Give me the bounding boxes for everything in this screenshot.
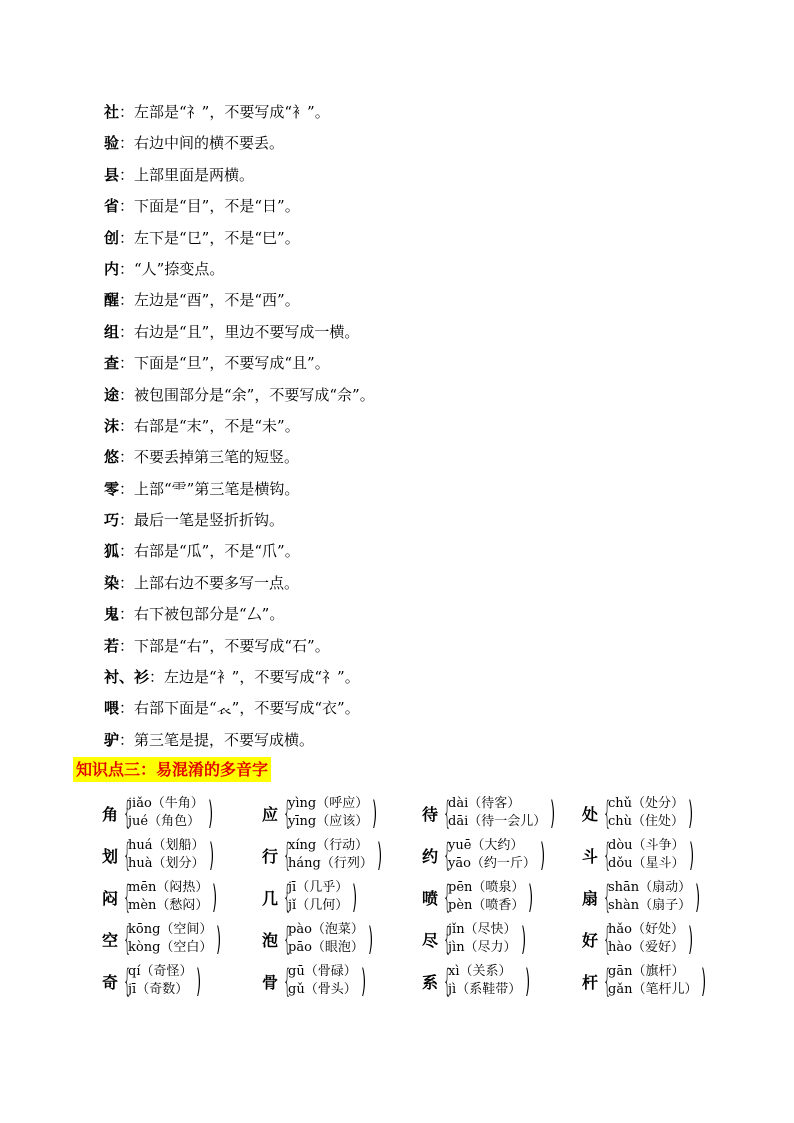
pronunciations [128, 879, 208, 915]
left-brace-icon: { [603, 920, 612, 958]
pronunciation-2: yīng（应该） [288, 814, 369, 829]
polyphone-char: 处 [582, 804, 599, 824]
rule-char: 省 [104, 197, 120, 216]
rule-item [104, 631, 744, 662]
pronunciation-1: jī（几乎） [288, 880, 349, 895]
pronunciation-1: jǐn（尽快） [448, 922, 517, 937]
left-brace-icon: { [443, 878, 452, 916]
right-paren-icon: ) [352, 878, 358, 916]
right-paren-icon: ) [701, 962, 707, 1000]
right-paren-icon: ) [208, 836, 214, 874]
polyphone-entry [422, 834, 582, 876]
pronunciation-1: dài（待客） [448, 796, 521, 811]
polyphone-entry [422, 960, 582, 1002]
polyphone-entry [262, 960, 422, 1002]
pronunciation-1: qí（奇怪） [128, 964, 193, 979]
polyphone-char: 好 [582, 930, 599, 950]
pronunciation-1: pào（泡菜） [288, 922, 364, 937]
pronunciation-1: mēn（闷热） [128, 880, 209, 895]
rule-char: 途 [104, 385, 120, 404]
rule-item [104, 254, 744, 285]
rule-item [104, 348, 744, 379]
rule-char: 内 [104, 259, 120, 278]
right-paren-icon: ) [368, 920, 373, 958]
pronunciation-2: shàn（扇子） [608, 898, 692, 913]
pronunciations [448, 879, 524, 915]
rule-item [104, 725, 744, 756]
polyphone-grid [102, 792, 742, 1002]
pronunciations [288, 921, 364, 957]
pronunciations [448, 921, 517, 957]
right-paren-icon: ) [376, 836, 382, 874]
left-brace-icon: { [443, 794, 452, 832]
left-brace-icon: { [123, 878, 132, 916]
right-paren-icon: ) [207, 794, 213, 832]
pronunciation-2: jìn（尽力） [448, 940, 517, 955]
pronunciation-1: xíng（行动） [288, 838, 369, 853]
polyphone-entry [102, 792, 262, 834]
left-brace-icon: { [283, 962, 292, 1000]
rule-char: 悠 [104, 448, 120, 467]
polyphone-entry [102, 834, 262, 876]
rule-item [104, 317, 744, 348]
rule-char: 组 [104, 322, 120, 341]
rule-item [104, 693, 744, 724]
rule-item [104, 380, 744, 411]
pronunciation-1: chǔ（处分） [608, 796, 685, 811]
pronunciations [128, 921, 212, 957]
rule-item [104, 536, 744, 567]
pronunciation-1: jiǎo（牛角） [128, 796, 204, 811]
rule-char: 验 [104, 134, 120, 153]
polyphone-entry [422, 918, 582, 960]
rule-text: ：左边是“酉”，不是“西”。 [119, 291, 300, 310]
right-paren-icon: ) [695, 878, 701, 916]
right-paren-icon: ) [550, 794, 556, 832]
pronunciation-2: gǎn（笔杆儿） [608, 982, 698, 997]
rule-item [104, 568, 744, 599]
pronunciation-2: jué（角色） [128, 814, 201, 829]
pronunciations [128, 837, 205, 873]
pronunciation-2: hào（爱好） [608, 940, 684, 955]
right-paren-icon: ) [212, 878, 218, 916]
left-brace-icon: { [603, 962, 612, 1000]
left-brace-icon: { [443, 962, 452, 1000]
polyphone-entry [582, 876, 742, 918]
rule-text: ：被包围部分是“余”，不要写成“佘”。 [119, 385, 375, 404]
right-paren-icon: ) [688, 836, 694, 874]
right-paren-icon: ) [540, 836, 546, 874]
rule-text: ：下面是“旦”，不要写成“且”。 [119, 354, 330, 373]
pronunciations [128, 963, 192, 999]
rule-text: ：上部右边不要多写一点。 [119, 573, 300, 592]
pronunciation-2: háng（行列） [288, 856, 373, 871]
rule-item [104, 505, 744, 536]
rule-text: ：右下被包部分是“厶”。 [119, 605, 285, 624]
polyphone-entry [582, 792, 742, 834]
rule-text: ：右边是“且”，里边不要写成一横。 [119, 322, 360, 341]
rule-char: 巧 [104, 511, 120, 530]
polyphone-entry [582, 834, 742, 876]
rule-char: 若 [104, 636, 120, 655]
left-brace-icon: { [283, 836, 292, 874]
pronunciations [448, 837, 536, 873]
pronunciations [288, 879, 348, 915]
pronunciation-1: huá（划船） [128, 838, 205, 853]
rule-char: 衬、衫 [104, 668, 150, 687]
left-brace-icon: { [123, 836, 132, 874]
polyphone-char: 角 [102, 804, 119, 824]
rule-item [104, 285, 744, 316]
polyphone-char: 尽 [422, 930, 439, 950]
pronunciations [288, 837, 373, 873]
left-brace-icon: { [443, 920, 452, 958]
polyphone-char: 应 [262, 804, 279, 824]
section-title: 知识点三：易混淆的多音字 [73, 757, 271, 782]
pronunciation-2: pāo（眼泡） [288, 940, 364, 955]
rule-char: 社 [104, 103, 120, 121]
rule-text: ：第三笔是提，不要写成横。 [119, 730, 315, 749]
polyphone-entry [582, 918, 742, 960]
polyphone-char: 奇 [102, 972, 119, 992]
pronunciation-1: yuē（大约） [448, 838, 524, 853]
pronunciation-1: gū（骨碌） [288, 964, 357, 979]
left-brace-icon: { [123, 794, 132, 832]
right-paren-icon: ) [528, 878, 534, 916]
polyphone-char: 几 [262, 888, 279, 908]
left-brace-icon: { [603, 836, 612, 874]
pronunciation-2: mèn（愁闷） [128, 898, 209, 913]
pronunciation-2: chù（住处） [608, 814, 685, 829]
pronunciation-1: gān（旗杆） [608, 964, 685, 979]
right-paren-icon: ) [360, 962, 366, 1000]
rule-char: 鬼 [104, 605, 120, 624]
polyphone-entry [262, 834, 422, 876]
rule-text: ：左部是“礻”，不要写成“衤”。 [119, 103, 330, 121]
pronunciations [288, 795, 368, 831]
right-paren-icon: ) [520, 920, 526, 958]
polyphone-entry [262, 792, 422, 834]
polyphone-char: 斗 [582, 846, 599, 866]
polyphone-entry [262, 918, 422, 960]
rule-item [104, 442, 744, 473]
rule-text: ：下面是“目”，不是“日”。 [119, 197, 300, 216]
pronunciation-1: hǎo（好处） [608, 922, 684, 937]
rule-item [104, 474, 744, 505]
rule-text: ：“人”捺变点。 [119, 259, 225, 278]
left-brace-icon: { [283, 920, 292, 958]
pronunciations [608, 879, 691, 915]
left-brace-icon: { [443, 836, 452, 874]
polyphone-entry [422, 792, 582, 834]
rule-text: ：右部下面是“𧘇”，不要写成“衣”。 [119, 699, 360, 718]
polyphone-char: 空 [102, 930, 119, 950]
rule-text: ：上部“⻗”第三笔是横钩。 [119, 479, 300, 498]
pronunciation-2: dǒu（星斗） [608, 856, 685, 871]
rule-item [104, 599, 744, 630]
polyphone-entry [262, 876, 422, 918]
pronunciations [608, 921, 684, 957]
pronunciation-1: yìng（呼应） [288, 796, 369, 811]
rule-item [104, 191, 744, 222]
rule-item [104, 160, 744, 191]
pronunciations [608, 795, 684, 831]
polyphone-char: 杆 [582, 972, 599, 992]
pronunciations [608, 837, 685, 873]
left-brace-icon: { [603, 878, 612, 916]
polyphone-row [102, 876, 742, 918]
left-brace-icon: { [283, 794, 292, 832]
polyphone-char: 泡 [262, 930, 279, 950]
polyphone-char: 闷 [102, 888, 119, 908]
rule-text: ：不要丢掉第三笔的短竖。 [119, 448, 300, 467]
polyphone-char: 约 [422, 846, 439, 866]
pronunciation-1: shān（扇动） [608, 880, 692, 895]
pronunciations [448, 963, 521, 999]
pronunciation-2: kòng（空白） [128, 940, 213, 955]
pronunciation-2: yāo（约一斤） [448, 856, 536, 871]
left-brace-icon: { [123, 962, 132, 1000]
right-paren-icon: ) [216, 920, 222, 958]
polyphone-entry [582, 960, 742, 1002]
pronunciation-2: pèn（喷香） [448, 898, 525, 913]
rule-char: 创 [104, 228, 120, 247]
polyphone-char: 行 [262, 846, 279, 866]
rule-char: 县 [104, 165, 120, 184]
right-paren-icon: ) [372, 794, 378, 832]
pronunciations [128, 795, 204, 831]
pronunciation-2: gǔ（骨头） [288, 982, 357, 997]
left-brace-icon: { [603, 794, 612, 832]
polyphone-entry [102, 960, 262, 1002]
polyphone-char: 骨 [262, 972, 279, 992]
rule-char: 零 [104, 479, 120, 498]
polyphone-entry [422, 876, 582, 918]
rule-text: ：右边中间的横不要丢。 [119, 134, 285, 153]
rule-char: 喂 [104, 699, 120, 718]
rule-text: ：左边是“衤”，不要写成“礻”。 [149, 668, 360, 687]
rule-text: ：最后一笔是竖折折钩。 [119, 511, 285, 530]
rule-text: ：左下是“㔾”，不是“巳”。 [119, 228, 300, 247]
rule-text: ：上部里面是两横。 [119, 165, 255, 184]
right-paren-icon: ) [688, 920, 694, 958]
rule-char: 沫 [104, 416, 120, 435]
rule-item [104, 128, 744, 159]
rule-item [104, 411, 744, 442]
polyphone-row [102, 834, 742, 876]
pronunciation-2: dāi（待一会儿） [448, 814, 547, 829]
pronunciation-1: dòu（斗争） [608, 838, 685, 853]
rule-item [104, 97, 744, 128]
rule-char: 驴 [104, 730, 120, 749]
rule-text: ：右部是“瓜”，不是“爪”。 [119, 542, 300, 561]
polyphone-entry [102, 876, 262, 918]
polyphone-row [102, 918, 742, 960]
polyphone-row [102, 792, 742, 834]
polyphone-char: 系 [422, 972, 439, 992]
polyphone-char: 划 [102, 846, 119, 866]
rule-char: 醒 [104, 291, 120, 310]
rule-char: 狐 [104, 542, 120, 561]
pronunciation-1: xì（关系） [448, 964, 512, 979]
pronunciation-2: jì（系鞋带） [448, 982, 522, 997]
right-paren-icon: ) [688, 794, 694, 832]
pronunciation-1: pēn（喷泉） [448, 880, 525, 895]
rule-char: 查 [104, 354, 120, 373]
pronunciation-2: huà（划分） [128, 856, 205, 871]
polyphone-char: 待 [422, 804, 439, 824]
polyphone-char: 扇 [582, 888, 599, 908]
polyphone-row [102, 960, 742, 1002]
right-paren-icon: ) [196, 962, 202, 1000]
pronunciation-2: jī（奇数） [128, 982, 189, 997]
left-brace-icon: { [283, 878, 292, 916]
polyphone-entry [102, 918, 262, 960]
rule-item [104, 223, 744, 254]
right-paren-icon: ) [525, 962, 531, 1000]
pronunciation-2: jǐ（几何） [288, 898, 349, 913]
rule-item [104, 662, 744, 693]
rule-text: ：下部是“右”，不要写成“石”。 [119, 636, 330, 655]
pronunciations [448, 795, 546, 831]
rule-text: ：右部是“末”，不是“未”。 [119, 416, 300, 435]
pronunciations [288, 963, 357, 999]
polyphone-char: 喷 [422, 888, 439, 908]
rule-char: 染 [104, 573, 120, 592]
pronunciation-1: kōng（空间） [128, 922, 213, 937]
stroke-rules-list [104, 97, 744, 756]
pronunciations [608, 963, 697, 999]
left-brace-icon: { [123, 920, 132, 958]
